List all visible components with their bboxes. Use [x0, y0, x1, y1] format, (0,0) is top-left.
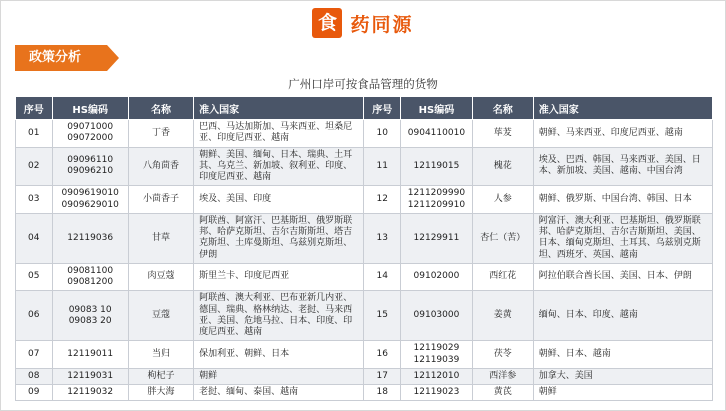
hs-code-line: 1211209910 — [407, 199, 466, 210]
cell-hs-left — [52, 368, 128, 384]
cell-name-left: 丁香 — [128, 120, 193, 148]
table-row — [16, 291, 713, 341]
table-row — [16, 341, 713, 369]
cell-name-left: 小茴香子 — [128, 186, 193, 214]
hs-code-line: 09072000 — [67, 133, 114, 144]
th-country-right: 准入国家 — [533, 97, 712, 120]
cell-index-left: 07 — [16, 341, 53, 369]
th-name-left: 名称 — [128, 97, 193, 120]
goods-table — [15, 96, 713, 401]
th-index-right: 序号 — [364, 97, 401, 120]
page-header — [1, 1, 725, 45]
hs-code-line: 0904110010 — [407, 127, 466, 138]
cell-name-left: 肉豆蔻 — [128, 263, 193, 291]
table-row — [16, 263, 713, 291]
cell-country-left: 巴西、马达加斯加、马来西亚、坦桑尼亚、印度尼西亚、越南 — [194, 120, 364, 148]
cell-name-right: 茯苓 — [472, 341, 533, 369]
cell-country-right: 阿拉伯联合酋长国、美国、日本、伊朗 — [533, 263, 712, 291]
cell-index-left: 08 — [16, 368, 53, 384]
hs-code-line: 09102000 — [413, 271, 460, 282]
cell-index-left: 02 — [16, 147, 53, 186]
cell-name-right: 人参 — [472, 186, 533, 214]
hs-code-line: 09083 10 — [68, 304, 112, 315]
cell-country-right: 加拿大、美国 — [533, 368, 712, 384]
cell-name-right: 西洋参 — [472, 368, 533, 384]
cell-country-right: 朝鲜、马来西亚、印度尼西亚、越南 — [533, 120, 712, 148]
th-name-right: 名称 — [472, 97, 533, 120]
brand-title: 药同源 — [350, 13, 414, 36]
cell-country-right: 朝鲜 — [533, 385, 712, 401]
cell-country-right: 阿富汗、澳大利亚、巴基斯坦、俄罗斯联邦、哈萨克斯坦、吉尔吉斯斯坦、美国、日本、缅甸克斯坦、土耳其、乌兹别克斯坦、西班牙、英国、越南 — [533, 213, 712, 263]
cell-name-left: 八角茴香 — [128, 147, 193, 186]
hs-code-line: 12119023 — [413, 387, 460, 397]
th-country-left: 准入国家 — [194, 97, 364, 120]
hs-code-line: 09081200 — [67, 277, 114, 287]
cell-hs-left — [52, 341, 128, 369]
cell-hs-right — [400, 186, 472, 214]
cell-hs-right — [400, 341, 472, 369]
logo-glyph-icon: 食 — [312, 8, 342, 38]
cell-name-right: 杏仁（苦） — [472, 213, 533, 263]
hs-code-line: 09081100 — [67, 265, 114, 276]
cell-country-left: 埃及、美国、印度 — [194, 186, 364, 214]
cell-hs-right — [400, 120, 472, 148]
hs-code-line: 12119011 — [67, 348, 114, 359]
hs-code-line: 12119031 — [67, 370, 114, 381]
table-head — [16, 97, 713, 120]
hs-code-line: 09096110 — [67, 155, 114, 166]
header-row — [16, 97, 713, 120]
cell-index-right: 17 — [364, 368, 401, 384]
cell-country-left: 老挝、缅甸、泰国、越南 — [194, 385, 364, 401]
cell-country-right: 缅甸、日本、印度、越南 — [533, 291, 712, 341]
cell-hs-right — [400, 263, 472, 291]
cell-name-left: 胖大海 — [128, 385, 193, 401]
cell-hs-right — [400, 291, 472, 341]
th-hs-right: HS编码 — [400, 97, 472, 120]
cell-name-right: 荜茇 — [472, 120, 533, 148]
hs-code-line: 12119036 — [67, 232, 114, 243]
cell-country-left: 朝鲜 — [194, 368, 364, 384]
hs-code-line: 09096210 — [67, 166, 114, 177]
cell-index-left: 06 — [16, 291, 53, 341]
th-hs-left: HS编码 — [52, 97, 128, 120]
cell-index-right: 12 — [364, 186, 401, 214]
hs-code-line: 12129911 — [413, 232, 460, 243]
cell-hs-right — [400, 147, 472, 186]
hs-code-line: 09083 20 — [68, 315, 112, 326]
cell-country-right: 朝鲜、日本、越南 — [533, 341, 712, 369]
hs-code-line: 0909629010 — [61, 199, 119, 210]
cell-name-left: 豆蔻 — [128, 291, 193, 341]
cell-hs-right — [400, 385, 472, 401]
cell-name-right: 姜黄 — [472, 291, 533, 341]
hs-code-line: 09071000 — [67, 122, 114, 132]
cell-country-left: 阿联酋、澳大利亚、巴布亚新几内亚、德国、瑞典、格林纳达、老挝、马来西亚、美国、危地马拉、日本、印度、印度尼西亚、越南 — [194, 291, 364, 341]
cell-hs-right — [400, 213, 472, 263]
table-row — [16, 120, 713, 148]
hs-code-line: 09103000 — [413, 310, 460, 321]
th-index-left: 序号 — [16, 97, 53, 120]
table-row — [16, 147, 713, 186]
cell-hs-left — [52, 120, 128, 148]
section-title: 政策分析 — [15, 45, 107, 71]
cell-index-right: 11 — [364, 147, 401, 186]
table-row — [16, 213, 713, 263]
cell-name-left: 枸杞子 — [128, 368, 193, 384]
brand-logo — [312, 8, 413, 38]
cell-index-right: 14 — [364, 263, 401, 291]
cell-index-right: 15 — [364, 291, 401, 341]
cell-name-right: 西红花 — [472, 263, 533, 291]
hs-code-line: 12119039 — [413, 354, 460, 365]
cell-index-right: 16 — [364, 341, 401, 369]
cell-country-right: 埃及、巴西、韩国、马来西亚、美国、日本、新加坡、美国、越南、中国台湾 — [533, 147, 712, 186]
cell-index-left: 01 — [16, 120, 53, 148]
cell-name-left: 甘草 — [128, 213, 193, 263]
cell-name-right: 黄芪 — [472, 385, 533, 401]
cell-index-right: 13 — [364, 213, 401, 263]
section-ribbon — [1, 45, 725, 71]
table-container — [1, 96, 725, 401]
cell-hs-left — [52, 385, 128, 401]
table-row — [16, 368, 713, 384]
table-body — [16, 120, 713, 401]
cell-hs-right — [400, 368, 472, 384]
cell-country-right: 朝鲜、俄罗斯、中国台湾、韩国、日本 — [533, 186, 712, 214]
cell-hs-left — [52, 147, 128, 186]
cell-index-left: 09 — [16, 385, 53, 401]
table-row — [16, 385, 713, 401]
cell-index-left: 03 — [16, 186, 53, 214]
cell-index-right: 10 — [364, 120, 401, 148]
hs-code-line: 0909619010 — [61, 188, 119, 199]
cell-country-left: 斯里兰卡、印度尼西亚 — [194, 263, 364, 291]
table-row — [16, 186, 713, 214]
cell-hs-left — [52, 186, 128, 214]
cell-hs-left — [52, 263, 128, 291]
cell-country-left: 保加利亚、朝鲜、日本 — [194, 341, 364, 369]
cell-hs-left — [52, 213, 128, 263]
cell-index-left: 04 — [16, 213, 53, 263]
cell-index-left: 05 — [16, 263, 53, 291]
hs-code-line: 12112010 — [413, 370, 460, 381]
cell-name-left: 当归 — [128, 341, 193, 369]
cell-country-left: 阿联酋、阿富汗、巴基斯坦、俄罗斯联邦、哈萨克斯坦、吉尔吉斯斯坦、塔吉克斯坦、土库曼斯坦、乌兹别克斯坦、伊朗 — [194, 213, 364, 263]
cell-name-right: 槐花 — [472, 147, 533, 186]
cell-hs-left — [52, 291, 128, 341]
hs-code-line: 12119015 — [413, 160, 460, 171]
table-caption: 广州口岸可按食品管理的货物 — [288, 77, 438, 91]
hs-code-line: 1211209990 — [407, 188, 466, 199]
cell-index-right: 18 — [364, 385, 401, 401]
hs-code-line: 12119029 — [413, 343, 460, 354]
hs-code-line: 12119032 — [67, 387, 114, 397]
cell-country-left: 朝鲜、美国、缅甸、日本、瑞典、土耳其、乌克兰、新加坡、叙利亚、印度、印度尼西亚、越南 — [194, 147, 364, 186]
